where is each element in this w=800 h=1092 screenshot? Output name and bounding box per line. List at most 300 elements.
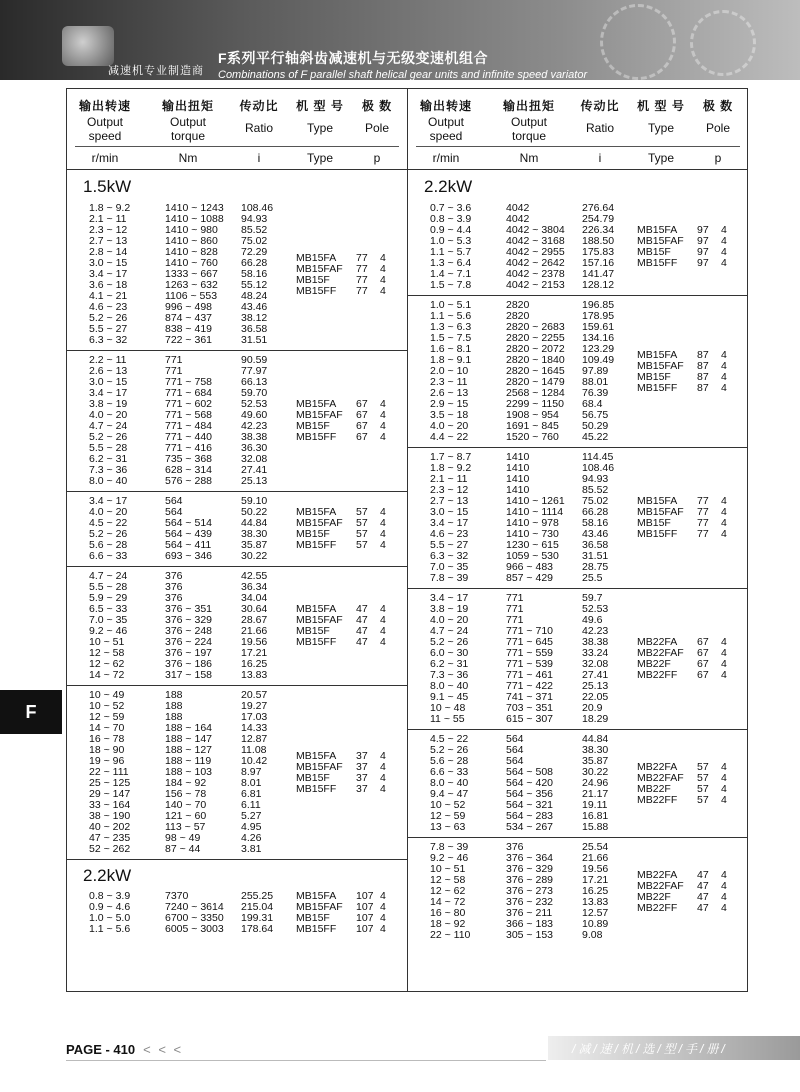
speed-cell: 5.2 ~ 26 xyxy=(89,528,128,540)
speed-cell: 1.8 ~ 9.2 xyxy=(430,462,472,474)
header-rule xyxy=(67,169,407,170)
ratio-cell: 43.46 xyxy=(582,528,609,540)
ratio-cell: 21.66 xyxy=(582,852,609,864)
model-type: MB15F xyxy=(296,912,330,924)
ratio-cell: 11.08 xyxy=(241,744,267,756)
torque-cell: 693 ~ 346 xyxy=(165,550,213,562)
ratio-cell: 215.04 xyxy=(241,901,274,913)
torque-cell: 376 xyxy=(165,581,183,593)
torque-cell: 376 ~ 248 xyxy=(165,625,213,637)
model-type: MB15F xyxy=(296,273,330,286)
speed-cell: 16 ~ 80 xyxy=(430,907,466,919)
model-pole: 4 xyxy=(721,495,727,507)
ratio-cell: 134.16 xyxy=(582,332,615,344)
torque-cell: 703 ~ 351 xyxy=(506,702,554,714)
ratio-cell: 90.59 xyxy=(241,354,268,366)
header-type-en: Type xyxy=(306,121,333,135)
ratio-cell: 6.11 xyxy=(241,799,261,811)
section-power-2-2kw: 2.2kW xyxy=(67,859,407,887)
torque-cell: 722 ~ 361 xyxy=(165,334,213,346)
torque-cell: 98 ~ 49 xyxy=(165,832,201,844)
model-type: MB15FA xyxy=(637,348,678,361)
model-pole: 4 xyxy=(721,528,727,540)
speed-cell: 5.6 ~ 28 xyxy=(89,539,128,551)
torque-cell: 376 xyxy=(165,570,183,582)
model-type: MB22FAF xyxy=(637,647,684,659)
model-type: MB15FAF xyxy=(296,262,343,275)
header-pole-cn: 极 数 xyxy=(702,99,734,113)
torque-cell: 771 ~ 559 xyxy=(506,647,554,659)
torque-cell: 576 ~ 288 xyxy=(165,475,213,487)
model-type: MB22F xyxy=(637,890,671,903)
model-type: MB15FAF xyxy=(637,359,684,372)
page-number: PAGE - 410 xyxy=(66,1042,136,1057)
speed-cell: 1.8 ~ 9.1 xyxy=(430,354,472,366)
model-size: 67 xyxy=(356,420,368,432)
header-pole-en: Pole xyxy=(364,121,390,135)
model-type: MB22FAF xyxy=(637,771,684,784)
spec-block xyxy=(408,447,748,588)
header-rule xyxy=(416,146,740,147)
torque-cell: 1410 ~ 1243 xyxy=(165,202,224,214)
torque-cell: 376 ~ 329 xyxy=(165,614,213,626)
spec-block xyxy=(408,295,748,447)
torque-cell: 564 xyxy=(506,733,524,745)
torque-cell: 188 xyxy=(165,711,183,723)
model-size: 87 xyxy=(697,359,709,372)
speed-cell: 4.0 ~ 20 xyxy=(430,420,469,432)
torque-cell: 376 ~ 224 xyxy=(165,636,213,648)
model-type: MB15FAF xyxy=(296,409,343,421)
model-type: MB15F xyxy=(296,420,330,432)
ratio-cell: 58.16 xyxy=(582,517,609,529)
model-size: 77 xyxy=(356,262,368,275)
model-size: 67 xyxy=(356,398,368,410)
torque-cell: 188 ~ 147 xyxy=(165,733,213,745)
gear-decoration-icon xyxy=(600,4,676,80)
ratio-cell: 94.93 xyxy=(241,213,268,225)
speed-cell: 5.5 ~ 27 xyxy=(430,539,469,551)
speed-cell: 1.1 ~ 5.7 xyxy=(430,246,472,258)
model-size: 37 xyxy=(356,782,368,795)
ratio-cell: 52.53 xyxy=(241,398,268,410)
torque-cell: 1410 ~ 1114 xyxy=(506,506,564,518)
header-speed-en: Output speed xyxy=(427,115,465,143)
speed-cell: 4.0 ~ 20 xyxy=(430,614,469,626)
torque-cell: 564 xyxy=(506,755,524,767)
ratio-cell: 21.66 xyxy=(241,625,268,637)
torque-cell: 1410 ~ 760 xyxy=(165,257,218,269)
model-size: 57 xyxy=(697,771,709,784)
header-speed-en: Output speed xyxy=(86,115,124,143)
data-table xyxy=(66,88,748,992)
ratio-cell: 33.24 xyxy=(582,647,609,659)
model-type: MB15FAF xyxy=(296,517,343,529)
ratio-cell: 72.29 xyxy=(241,246,268,258)
speed-cell: 2.6 ~ 13 xyxy=(89,365,128,377)
model-pole: 4 xyxy=(380,528,386,540)
speed-cell: 1.5 ~ 7.8 xyxy=(430,279,472,291)
spec-block xyxy=(67,685,407,859)
speed-cell: 52 ~ 262 xyxy=(89,843,131,855)
speed-cell: 1.0 ~ 5.1 xyxy=(430,299,472,311)
spec-block xyxy=(67,887,407,939)
model-type: MB15FF xyxy=(296,284,337,297)
torque-cell: 2568 ~ 1284 xyxy=(506,387,565,399)
model-pole: 4 xyxy=(380,273,386,286)
speed-cell: 5.5 ~ 27 xyxy=(89,323,128,335)
speed-cell: 11 ~ 55 xyxy=(430,713,465,725)
model-size: 97 xyxy=(697,224,709,236)
speed-cell: 3.8 ~ 19 xyxy=(89,398,128,410)
ratio-cell: 66.28 xyxy=(582,506,609,518)
ratio-cell: 32.08 xyxy=(241,453,268,465)
ratio-cell: 66.28 xyxy=(241,257,268,269)
model-pole: 4 xyxy=(721,901,727,914)
ratio-cell: 8.97 xyxy=(241,766,262,778)
footer-arrows: < < < xyxy=(143,1042,184,1057)
ratio-cell: 49.6 xyxy=(582,614,603,626)
speed-cell: 7.8 ~ 39 xyxy=(430,841,469,853)
model-pole: 4 xyxy=(380,923,386,935)
spec-block xyxy=(67,491,407,566)
torque-cell: 564 ~ 356 xyxy=(506,788,554,800)
model-size: 77 xyxy=(356,251,368,264)
speed-cell: 12 ~ 59 xyxy=(89,711,125,723)
model-pole: 4 xyxy=(721,517,727,529)
ratio-cell: 17.03 xyxy=(241,711,268,723)
speed-cell: 1.5 ~ 7.5 xyxy=(430,332,472,344)
speed-cell: 6.6 ~ 33 xyxy=(430,766,469,778)
torque-cell: 376 ~ 329 xyxy=(506,863,554,875)
torque-cell: 305 ~ 153 xyxy=(506,929,554,941)
torque-cell: 4042 ~ 3168 xyxy=(506,235,565,247)
model-pole: 4 xyxy=(721,868,727,881)
torque-cell: 376 xyxy=(506,841,524,853)
speed-cell: 4.5 ~ 22 xyxy=(430,733,469,745)
company-tagline: 减速机专业制造商 xyxy=(108,65,204,77)
table-row xyxy=(67,551,407,562)
header-torque-cn: 输出扭矩 xyxy=(161,99,214,113)
speed-cell: 1.0 ~ 5.3 xyxy=(430,235,472,247)
speed-cell: 8.0 ~ 40 xyxy=(430,680,469,692)
model-type: MB22FF xyxy=(637,669,678,681)
ratio-cell: 13.83 xyxy=(582,896,609,908)
torque-cell: 628 ~ 314 xyxy=(165,464,213,476)
torque-cell: 771 xyxy=(506,592,524,604)
speed-cell: 1.7 ~ 8.7 xyxy=(430,451,472,463)
torque-cell: 838 ~ 419 xyxy=(165,323,213,335)
model-pole: 4 xyxy=(721,647,727,659)
speed-cell: 5.6 ~ 28 xyxy=(430,755,469,767)
torque-cell: 741 ~ 371 xyxy=(506,691,554,703)
speed-cell: 47 ~ 235 xyxy=(89,832,131,844)
model-size: 87 xyxy=(697,348,709,361)
model-pole: 4 xyxy=(721,381,727,394)
speed-cell: 6.3 ~ 32 xyxy=(430,550,469,562)
header-torque-unit: Nm xyxy=(519,151,539,165)
ratio-cell: 30.64 xyxy=(241,603,268,615)
model-size: 107 xyxy=(356,901,374,913)
torque-cell: 771 xyxy=(165,365,183,377)
torque-cell: 7370 xyxy=(165,890,189,902)
speed-cell: 0.8 ~ 3.9 xyxy=(430,213,472,225)
torque-cell: 771 ~ 416 xyxy=(165,442,213,454)
speed-cell: 7.0 ~ 35 xyxy=(89,614,128,626)
spec-block xyxy=(408,729,748,837)
speed-cell: 5.2 ~ 26 xyxy=(89,312,128,324)
torque-cell: 6700 ~ 3350 xyxy=(165,912,224,924)
model-pole: 4 xyxy=(721,793,727,806)
ratio-cell: 36.58 xyxy=(241,323,268,335)
speed-cell: 0.7 ~ 3.6 xyxy=(430,202,472,214)
section-power-1-5kw: 1.5kW xyxy=(83,177,132,196)
speed-cell: 6.2 ~ 31 xyxy=(430,658,469,670)
model-pole: 4 xyxy=(380,625,386,637)
speed-cell: 4.7 ~ 24 xyxy=(89,570,128,582)
model-type: MB15FF xyxy=(296,539,337,551)
speed-cell: 10 ~ 51 xyxy=(89,636,125,648)
ratio-cell: 68.4 xyxy=(582,398,603,410)
ratio-cell: 75.02 xyxy=(582,495,609,507)
torque-cell: 1410 ~ 978 xyxy=(506,517,559,529)
speed-cell: 22 ~ 111 xyxy=(89,766,129,778)
model-type: MB15F xyxy=(637,246,671,258)
speed-cell: 19 ~ 96 xyxy=(89,755,125,767)
torque-cell: 874 ~ 437 xyxy=(165,312,213,324)
torque-cell: 564 ~ 321 xyxy=(506,799,554,811)
speed-cell: 10 ~ 52 xyxy=(430,799,466,811)
speed-cell: 40 ~ 202 xyxy=(89,821,131,833)
right-column xyxy=(408,89,748,945)
torque-cell: 564 ~ 411 xyxy=(165,539,212,551)
model-pole: 4 xyxy=(380,398,386,410)
spec-block xyxy=(408,837,748,945)
speed-cell: 2.3 ~ 12 xyxy=(430,484,469,496)
column-header xyxy=(408,89,748,171)
speed-cell: 9.2 ~ 46 xyxy=(430,852,469,864)
title-en: Combinations of F parallel shaft helical gear units and infinite speed variator xyxy=(218,69,588,81)
model-pole: 4 xyxy=(721,506,727,518)
header-type-unit: Type xyxy=(306,151,333,165)
torque-cell: 1410 ~ 860 xyxy=(165,235,218,247)
speed-cell: 6.2 ~ 31 xyxy=(89,453,128,465)
ratio-cell: 48.24 xyxy=(241,290,268,302)
ratio-cell: 199.31 xyxy=(241,912,274,924)
speed-cell: 10 ~ 49 xyxy=(89,689,125,701)
torque-cell: 376 ~ 364 xyxy=(506,852,554,864)
ratio-cell: 13.83 xyxy=(241,669,268,681)
speed-cell: 14 ~ 72 xyxy=(430,896,466,908)
torque-cell: 771 ~ 440 xyxy=(165,431,213,443)
ratio-cell: 38.38 xyxy=(241,431,268,443)
speed-cell: 12 ~ 62 xyxy=(430,885,466,897)
model-size: 87 xyxy=(697,370,709,383)
header-rule xyxy=(75,146,399,147)
speed-cell: 9.1 ~ 45 xyxy=(430,691,469,703)
header-type-cn: 机 型 号 xyxy=(296,99,344,113)
table-row xyxy=(67,844,407,855)
header-speed-unit: r/min xyxy=(91,151,119,165)
header-pole-unit: p xyxy=(714,151,722,165)
ratio-cell: 188.50 xyxy=(582,235,615,247)
model-pole: 4 xyxy=(380,420,386,432)
torque-cell: 1410 xyxy=(506,451,530,463)
ratio-cell: 17.21 xyxy=(582,874,609,886)
speed-cell: 4.6 ~ 23 xyxy=(89,301,128,313)
torque-cell: 2820 ~ 1645 xyxy=(506,365,565,377)
model-size: 77 xyxy=(356,273,368,286)
ratio-cell: 44.84 xyxy=(241,517,268,529)
ratio-cell: 276.64 xyxy=(582,202,615,214)
ratio-cell: 21.17 xyxy=(582,788,609,800)
torque-cell: 2820 ~ 2072 xyxy=(506,343,565,355)
model-type: MB22F xyxy=(637,782,671,795)
speed-cell: 3.6 ~ 18 xyxy=(89,279,128,291)
model-pole: 4 xyxy=(721,669,727,681)
speed-cell: 38 ~ 190 xyxy=(89,810,131,822)
ratio-cell: 77.97 xyxy=(241,365,268,377)
ratio-cell: 28.67 xyxy=(241,614,268,626)
header-ratio-en: Ratio xyxy=(244,121,273,135)
model-type: MB15FF xyxy=(296,782,337,795)
ratio-cell: 50.22 xyxy=(241,506,268,518)
torque-cell: 1520 ~ 760 xyxy=(506,431,559,443)
speed-cell: 4.7 ~ 24 xyxy=(89,420,128,432)
left-column xyxy=(67,89,407,939)
ratio-cell: 36.58 xyxy=(582,539,609,551)
speed-cell: 3.4 ~ 17 xyxy=(89,268,128,280)
torque-cell: 771 xyxy=(165,354,183,366)
speed-cell: 18 ~ 92 xyxy=(430,918,466,930)
model-pole: 4 xyxy=(380,901,386,913)
ratio-cell: 59.70 xyxy=(241,387,268,399)
ratio-cell: 45.22 xyxy=(582,431,609,443)
speed-cell: 3.5 ~ 18 xyxy=(430,409,469,421)
ratio-cell: 55.12 xyxy=(241,279,268,291)
speed-cell: 3.0 ~ 15 xyxy=(89,376,128,388)
torque-cell: 564 xyxy=(165,495,183,507)
table-row xyxy=(67,670,407,681)
model-pole: 4 xyxy=(380,890,386,902)
torque-cell: 6005 ~ 3003 xyxy=(165,923,224,935)
ratio-cell: 36.30 xyxy=(241,442,268,454)
ratio-cell: 12.57 xyxy=(582,907,609,919)
torque-cell: 564 ~ 514 xyxy=(165,517,213,529)
model-size: 97 xyxy=(697,257,709,269)
ratio-cell: 30.22 xyxy=(582,766,609,778)
model-size: 47 xyxy=(697,868,709,881)
speed-cell: 2.2 ~ 11 xyxy=(89,354,127,366)
torque-cell: 857 ~ 429 xyxy=(506,572,554,584)
torque-cell: 564 ~ 420 xyxy=(506,777,554,789)
model-pole: 4 xyxy=(721,246,727,258)
ratio-cell: 108.46 xyxy=(582,462,615,474)
torque-cell: 87 ~ 44 xyxy=(165,843,201,855)
model-type: MB15FA xyxy=(296,890,337,902)
header-pole-en: Pole xyxy=(705,121,731,135)
speed-cell: 0.9 ~ 4.6 xyxy=(89,901,131,913)
model-type: MB22F xyxy=(637,658,671,670)
torque-cell: 113 ~ 57 xyxy=(165,821,206,833)
torque-cell: 564 xyxy=(506,744,524,756)
model-pole: 4 xyxy=(380,262,386,275)
header-type-cn: 机 型 号 xyxy=(637,99,685,113)
torque-cell: 771 ~ 645 xyxy=(506,636,554,648)
section-power-2-2kw: 2.2kW xyxy=(424,177,473,196)
speed-cell: 4.1 ~ 21 xyxy=(89,290,128,302)
ratio-cell: 25.13 xyxy=(241,475,268,487)
speed-cell: 3.4 ~ 17 xyxy=(89,387,128,399)
model-pole: 4 xyxy=(721,890,727,903)
torque-cell: 376 ~ 211 xyxy=(506,907,553,919)
ratio-cell: 141.47 xyxy=(582,268,615,280)
model-pole: 4 xyxy=(721,235,727,247)
torque-cell: 7240 ~ 3614 xyxy=(165,901,224,913)
ratio-cell: 9.08 xyxy=(582,929,603,941)
ratio-cell: 58.16 xyxy=(241,268,268,280)
ratio-cell: 36.34 xyxy=(241,581,268,593)
ratio-cell: 17.21 xyxy=(241,647,268,659)
header-ratio-unit: i xyxy=(257,151,261,165)
torque-cell: 4042 ~ 2642 xyxy=(506,257,565,269)
table-row xyxy=(408,573,748,584)
ratio-cell: 15.88 xyxy=(582,821,609,833)
footer-banner xyxy=(548,1036,800,1060)
torque-cell: 1230 ~ 615 xyxy=(506,539,559,551)
header-type-unit: Type xyxy=(647,151,674,165)
speed-cell: 16 ~ 78 xyxy=(89,733,125,745)
torque-cell: 771 ~ 758 xyxy=(165,376,213,388)
model-size: 77 xyxy=(697,506,709,518)
ratio-cell: 12.87 xyxy=(241,733,268,745)
column-header xyxy=(67,89,407,171)
speed-cell: 0.9 ~ 4.4 xyxy=(430,224,472,236)
ratio-cell: 196.85 xyxy=(582,299,615,311)
torque-cell: 140 ~ 70 xyxy=(165,799,207,811)
speed-cell: 3.8 ~ 19 xyxy=(430,603,469,615)
speed-cell: 13 ~ 63 xyxy=(430,821,466,833)
speed-cell: 3.4 ~ 17 xyxy=(430,592,469,604)
model-size: 47 xyxy=(356,603,368,615)
model-size: 107 xyxy=(356,912,374,924)
model-type: MB15FA xyxy=(296,251,337,264)
speed-cell: 18 ~ 90 xyxy=(89,744,125,756)
header-ratio-en: Ratio xyxy=(585,121,614,135)
torque-cell: 376 ~ 232 xyxy=(506,896,554,908)
model-type: MB15FF xyxy=(296,636,337,648)
torque-cell: 996 ~ 498 xyxy=(165,301,213,313)
speed-cell: 8.0 ~ 40 xyxy=(89,475,128,487)
model-size: 107 xyxy=(356,923,374,935)
ratio-cell: 6.81 xyxy=(241,788,262,800)
speed-cell: 10 ~ 48 xyxy=(430,702,466,714)
speed-cell: 6.0 ~ 30 xyxy=(430,647,469,659)
model-type: MB15FF xyxy=(637,257,678,269)
ratio-cell: 16.25 xyxy=(582,885,609,897)
model-pole: 4 xyxy=(721,782,727,795)
speed-cell: 2.1 ~ 11 xyxy=(89,213,127,225)
speed-cell: 5.5 ~ 28 xyxy=(89,581,128,593)
ratio-cell: 38.38 xyxy=(582,636,609,648)
model-type: MB15FA xyxy=(296,398,337,410)
speed-cell: 25 ~ 125 xyxy=(89,777,131,789)
model-pole: 4 xyxy=(721,879,727,892)
torque-cell: 188 ~ 164 xyxy=(165,722,213,734)
torque-cell: 1263 ~ 632 xyxy=(165,279,218,291)
model-pole: 4 xyxy=(721,760,727,773)
model-pole: 4 xyxy=(380,517,386,529)
